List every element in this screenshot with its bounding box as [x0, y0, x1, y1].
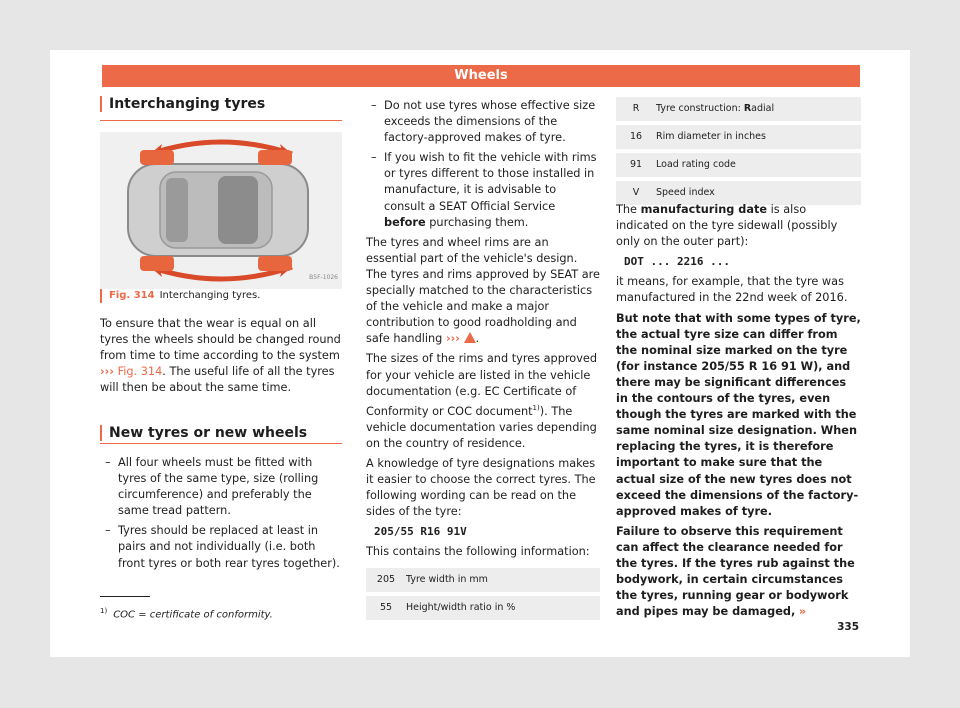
table-cell-code: V: [616, 181, 656, 205]
table-row: [616, 97, 861, 121]
paragraph-manufacturing-date: [616, 202, 861, 250]
text: Tyre construction:: [656, 102, 744, 114]
footnote: [100, 607, 273, 620]
text: is also indicated on the tyre sidewall (possibly only on the outer part):: [616, 203, 838, 249]
table-cell-desc: Rim diameter in inches: [656, 125, 861, 149]
ref-arrow: ›››: [100, 365, 114, 379]
text: The: [616, 203, 641, 216]
table-cell-code: R: [616, 97, 656, 121]
text: purchasing them.: [425, 215, 529, 229]
footnote-ref: 1): [532, 403, 540, 412]
page-number: 335: [837, 621, 859, 633]
footnote-mark: 1): [100, 607, 108, 615]
text: ). The vehicle documentation varies depending on the country of residence.: [366, 404, 597, 450]
car-rotation-diagram: [100, 132, 342, 289]
list-item: [366, 150, 600, 230]
table-cell-code: 16: [616, 125, 656, 149]
table-cell-desc: Tyre width in mm: [406, 568, 600, 592]
table-row: [616, 125, 861, 149]
warning-paragraph-1: [616, 311, 861, 520]
bold-text: R: [743, 102, 752, 114]
para-text: To ensure that the wear is equal on all tyres the wheels should be changed round from time to time according to the system: [100, 317, 341, 363]
section-rule: [100, 120, 342, 121]
continue-arrow: »: [798, 605, 807, 619]
figure-car-top-view: [100, 132, 342, 289]
section-title-interchanging: Interchanging tyres: [100, 96, 351, 112]
table-cell-desc: Height/width ratio in %: [406, 596, 600, 620]
table-cell-desc: Load rating code: [656, 153, 861, 177]
table-cell-code: 55: [366, 596, 406, 620]
table-row: [366, 596, 600, 620]
paragraph-interchange: [100, 316, 342, 396]
paragraph-date-meaning: it means, for example, that the tyre was manufactured in the 22nd week of 2016.: [616, 275, 848, 305]
list-item: – All four wheels must be fitted with tyres of the same type, size (rolling circumference) and preferably the same tread pattern.: [100, 455, 342, 519]
paragraph-design: The tyres and wheel rims are an essential part of the vehicle's design. The tyres and rims approved by SEAT are specially matched to the characteristics of the vehicle and make a major contribution to good roadholding and safe handling ››› .: [366, 235, 600, 346]
text: If you wish to fit the vehicle with rims or tyres different to those installed in manufacture, it is advisable to consult a SEAT Official Service: [384, 151, 597, 213]
list-item: – Do not use tyres whose effective size exceeds the dimensions of the factory-approved makes of tyre.: [366, 98, 600, 146]
section-rule: [100, 443, 342, 444]
bold-text: manufacturing date: [640, 203, 768, 216]
table-row: [616, 153, 861, 177]
table-row: [366, 568, 600, 592]
text: The tyres and wheel rims are an essential part of the vehicle's design. The tyres and rims approved by SEAT are specially matched to the characteristics of the vehicle and make a major contribution to good roadholding and safe handling: [366, 235, 600, 346]
tyre-info-table-1: [366, 568, 600, 620]
ref-arrow: ›››: [445, 332, 460, 346]
warning-paragraph-2: [616, 524, 861, 621]
warning-icon[interactable]: [464, 332, 476, 343]
chapter-header: Wheels: [102, 65, 860, 87]
bullet-list-1: [100, 455, 342, 572]
table-cell-code: 205: [366, 568, 406, 592]
text: adial: [751, 102, 775, 114]
tyre-code: 205/55 R16 91V: [374, 525, 467, 539]
footnote-text: COC = certificate of conformity.: [113, 609, 273, 621]
text: The sizes of the rims and tyres approved for your vehicle are listed in the vehicle documentation (e.g. EC Certificate of Conformity or COC document: [366, 352, 598, 418]
list-item: – Tyres should be replaced at least in pairs and not individually (i.e. both front tyres or both rear tyres together).: [100, 523, 342, 571]
dot-code: DOT ... 2216 ...: [624, 255, 730, 269]
figure-caption: [100, 289, 344, 303]
manual-page: [50, 50, 910, 657]
section-title-new-tyres: New tyres or new wheels: [100, 425, 351, 441]
table-cell-desc: [656, 97, 861, 121]
paragraph-designations: A knowledge of tyre designations makes it easier to choose the correct tyres. The following wording can be read on the sides of the tyre:: [366, 456, 596, 519]
bold-text: But note that with some types of tyre, the actual tyre size can differ from the nominal size marked on the tyre (for instance 205/55 R 16 91 W), and there may be significant differences in the contours of the tyres, even though the tyres are marked with the same nominal size designation. When replacing the tyres, it is therefore important to make sure that the actual size of the new tyres does not exceed the dimensions of the factory-approved makes of tyre.: [616, 311, 861, 518]
bold-text: before: [384, 215, 426, 229]
figure-code: B5F-1026: [309, 273, 338, 281]
bold-text: Failure to observe this requirement can affect the clearance needed for the tyres. If the tyres rub against the bodywork, in certain circumstances the tyres, running gear or bodywork and pipes may be damaged,: [616, 524, 855, 619]
table-cell-code: 91: [616, 153, 656, 177]
paragraph-info: This contains the following information:: [366, 545, 590, 559]
footnote-divider: [100, 596, 150, 597]
tyre-info-table-2: [616, 97, 861, 205]
figure-reference-link[interactable]: Fig. 314: [117, 365, 163, 379]
para-text-end: . The useful life of all the tyres will then be about the same time.: [100, 365, 335, 395]
figure-caption-text: Interchanging tyres.: [159, 290, 261, 301]
figure-label: Fig. 314: [109, 290, 155, 301]
table-cell-desc: Speed index: [656, 181, 861, 205]
paragraph-sizes: [366, 351, 600, 451]
